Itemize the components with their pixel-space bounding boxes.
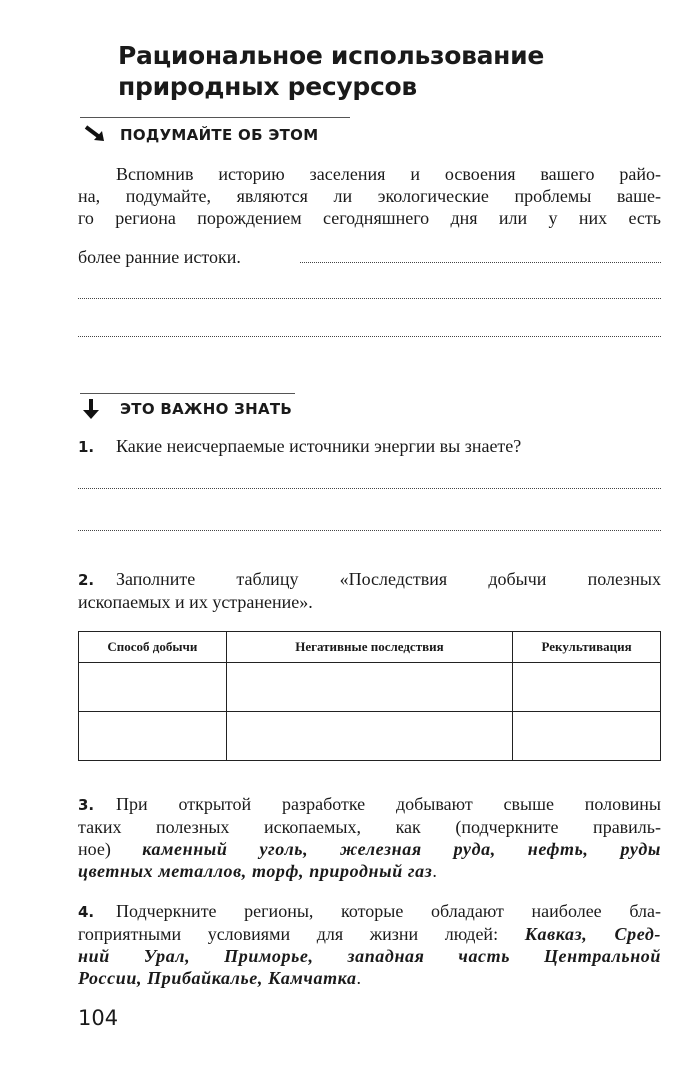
section-heading-think	[82, 124, 318, 146]
question-4-options-b: ний Урал, Приморье, западная часть Центральной	[78, 946, 661, 966]
consequences-table	[78, 631, 661, 761]
table-header-row	[79, 632, 661, 663]
question-3-options-a: каменный уголь, железная руда, нефть, руды	[142, 839, 661, 859]
page-title	[118, 40, 578, 102]
title-line-2: природных ресурсов	[118, 72, 417, 101]
question-3-number: 3.	[78, 796, 95, 814]
arrow-down-right-icon	[82, 124, 112, 146]
table-cell-input[interactable]	[79, 712, 227, 761]
think-paragraph	[78, 163, 661, 229]
question-2-line-1: Заполните таблицу «Последствия добычи полезных	[116, 569, 661, 589]
question-3: 3. При открытой разработке добывают свыше половины таких полезных ископаемых, как (подчеркните правиль- ное) каменный уголь, железная руда, нефть, руды цветных металлов, торф, природный газ.	[78, 794, 661, 881]
question-1	[78, 435, 661, 458]
answer-line[interactable]	[78, 298, 661, 299]
question-1-number: 1.	[78, 438, 95, 456]
section-rule-important	[80, 393, 295, 394]
answer-line[interactable]	[78, 488, 661, 489]
question-2-line-2: ископаемых и их устранение».	[78, 592, 313, 612]
question-3-options-b: цветных металлов, торф, природный газ	[78, 861, 433, 881]
think-last-line: более ранние истоки.	[78, 247, 241, 267]
question-3-line-2: таких полезных ископаемых, как (подчеркните правиль-	[78, 817, 661, 837]
question-4-line-1: Подчеркните регионы, которые обладают наиболее бла-	[116, 901, 661, 921]
answer-line[interactable]	[78, 336, 661, 337]
table-cell-input[interactable]	[226, 663, 512, 712]
section-rule-think	[80, 117, 350, 118]
think-line-2: на, подумайте, являются ли экологические проблемы ваше-	[78, 186, 661, 206]
table-header-method: Способ добычи	[79, 632, 227, 663]
table-cell-input[interactable]	[513, 712, 661, 761]
think-line-1: Вспомнив историю заселения и освоения вашего райо-	[116, 164, 661, 184]
question-2-number: 2.	[78, 571, 95, 589]
question-3-line-3-prefix: ное)	[78, 839, 111, 859]
answer-line[interactable]	[300, 262, 661, 263]
table-header-consequences: Негативные последствия	[226, 632, 512, 663]
question-4-number: 4.	[78, 903, 95, 921]
table-cell-input[interactable]	[513, 663, 661, 712]
table-header-recultivation: Рекультивация	[513, 632, 661, 663]
answer-line[interactable]	[78, 530, 661, 531]
section-heading-important	[80, 398, 292, 420]
question-4: 4. Подчеркните регионы, которые обладают наиболее бла- гоприятными условиями для жизни людей: Кавказ, Сред- ний Урал, Приморье, западная часть Центральной России, Прибайкалье, Камчатка.	[78, 901, 662, 988]
table-cell-input[interactable]	[79, 663, 227, 712]
question-2	[78, 568, 661, 613]
question-4-line-2: гоприятными условиями для жизни людей:	[78, 924, 499, 944]
page-number: 104	[78, 1006, 119, 1030]
question-4-options-a: Кавказ, Сред-	[524, 924, 662, 944]
question-1-text: Какие неисчерпаемые источники энергии вы знаете?	[116, 436, 522, 456]
section-heading-think-text: ПОДУМАЙТЕ ОБ ЭТОМ	[120, 126, 319, 144]
question-3-line-1: При открытой разработке добывают свыше половины	[116, 794, 661, 814]
table-cell-input[interactable]	[226, 712, 512, 761]
table-row	[79, 663, 661, 712]
arrow-down-icon	[80, 398, 102, 420]
question-4-options-c: России, Прибайкалье, Камчатка	[78, 968, 357, 988]
think-line-3: го региона порождением сегодняшнего дня или у них есть	[78, 208, 661, 228]
title-line-1: Рациональное использование	[118, 41, 545, 70]
section-heading-important-text: ЭТО ВАЖНО ЗНАТЬ	[120, 400, 293, 418]
table-row	[79, 712, 661, 761]
